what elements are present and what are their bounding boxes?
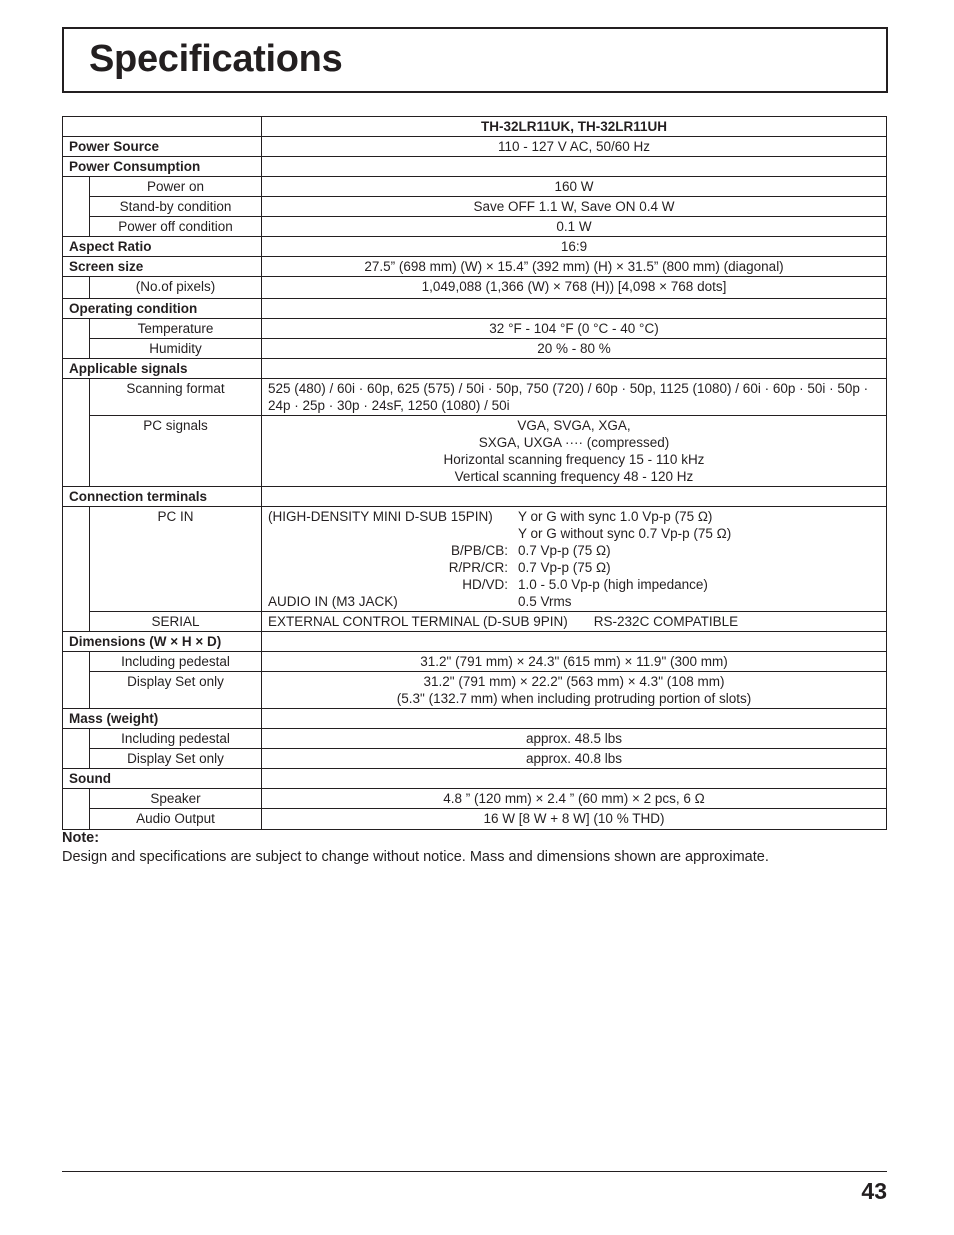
- applicable-signals-label: Applicable signals: [63, 359, 262, 379]
- screen-size-value: 27.5” (698 mm) (W) × 15.4” (392 mm) (H) × 31.5” (800 mm) (diagonal): [262, 257, 887, 277]
- pc-signals-line: VGA, SVGA, XGA,: [517, 418, 631, 433]
- mass-including-value: approx. 48.5 lbs: [262, 729, 887, 749]
- aspect-ratio-value: 16:9: [262, 237, 887, 257]
- pc-in-right: 0.5 Vrms: [518, 594, 572, 609]
- page-number: 43: [861, 1178, 887, 1204]
- mass-display-label: Display Set only: [90, 749, 262, 769]
- table-row: [63, 672, 887, 709]
- pc-in-label: PC IN: [90, 507, 262, 612]
- dim-including-value: 31.2" (791 mm) × 24.3" (615 mm) × 11.9" (300 mm): [262, 652, 887, 672]
- table-row: [63, 117, 887, 137]
- mass-including-label: Including pedestal: [90, 729, 262, 749]
- table-row: [63, 652, 887, 672]
- serial-left: EXTERNAL CONTROL TERMINAL (D-SUB 9PIN): [268, 614, 568, 629]
- empty-cell: [262, 157, 887, 177]
- power-on-label: Power on: [90, 177, 262, 197]
- title-box: [62, 27, 888, 93]
- power-source-label: Power Source: [63, 137, 262, 157]
- power-off-value: 0.1 W: [262, 217, 887, 237]
- empty-cell: [262, 359, 887, 379]
- humidity-label: Humidity: [90, 339, 262, 359]
- pc-signals-label: PC signals: [90, 416, 262, 487]
- speaker-label: Speaker: [90, 789, 262, 809]
- aspect-ratio-label: Aspect Ratio: [63, 237, 262, 257]
- humidity-value: 20 % - 80 %: [262, 339, 887, 359]
- serial-label: SERIAL: [90, 612, 262, 632]
- note-text: Design and specifications are subject to change without notice. Mass and dimensions shown are approximate.: [62, 849, 769, 865]
- standby-value: Save OFF 1.1 W, Save ON 0.4 W: [262, 197, 887, 217]
- table-row: [63, 137, 887, 157]
- indent-cell: [63, 789, 90, 830]
- temperature-value: 32 °F - 104 °F (0 °C - 40 °C): [262, 319, 887, 339]
- indent-cell: [63, 729, 90, 769]
- operating-condition-label: Operating condition: [63, 299, 262, 319]
- pc-in-right: 0.7 Vp-p (75 Ω): [518, 543, 611, 558]
- pc-in-left: [268, 525, 518, 542]
- table-row: [63, 809, 887, 830]
- table-row: [63, 319, 887, 339]
- serial-right: RS-232C COMPATIBLE: [593, 614, 739, 629]
- pc-in-grid: [268, 508, 880, 610]
- footer-rule: [62, 1171, 887, 1172]
- pc-in-right: Y or G with sync 1.0 Vp-p (75 Ω): [518, 509, 713, 524]
- empty-cell: [262, 632, 887, 652]
- pc-signals-line: Vertical scanning frequency 48 - 120 Hz: [454, 469, 694, 484]
- pc-in-left: AUDIO IN (M3 JACK): [268, 594, 398, 609]
- empty-cell: [262, 769, 887, 789]
- table-row: [63, 359, 887, 379]
- table-row: [63, 177, 887, 197]
- pc-in-left: HD/VD:: [462, 577, 508, 592]
- power-source-value: 110 - 127 V AC, 50/60 Hz: [262, 137, 887, 157]
- standby-label: Stand-by condition: [90, 197, 262, 217]
- dim-display-label: Display Set only: [90, 672, 262, 709]
- note-block: [62, 829, 769, 867]
- serial-line: [268, 613, 880, 630]
- table-row: [63, 612, 887, 632]
- table-row: [63, 237, 887, 257]
- indent-cell: [63, 319, 90, 359]
- pc-in-left: R/PR/CR:: [448, 560, 508, 575]
- screen-size-label: Screen size: [63, 257, 262, 277]
- table-row: [63, 749, 887, 769]
- pc-signals-value: [262, 416, 887, 487]
- mass-display-value: approx. 40.8 lbs: [262, 749, 887, 769]
- dimensions-label: Dimensions (W × H × D): [63, 632, 262, 652]
- table-row: [63, 217, 887, 237]
- sound-label: Sound: [63, 769, 262, 789]
- table-row: [63, 416, 887, 487]
- indent-cell: [63, 507, 90, 632]
- pixels-value: 1,049,088 (1,366 (W) × 768 (H)) [4,098 × 768 dots]: [262, 277, 887, 299]
- page-title: Specifications: [89, 38, 343, 80]
- table-row: [63, 632, 887, 652]
- empty-cell: [262, 299, 887, 319]
- speaker-value: 4.8 ” (120 mm) × 2.4 ” (60 mm) × 2 pcs, 6 Ω: [262, 789, 887, 809]
- table-row: [63, 257, 887, 277]
- table-row: [63, 507, 887, 612]
- pixels-label: (No.of pixels): [90, 277, 262, 299]
- pc-in-right: 1.0 - 5.0 Vp-p (high impedance): [518, 577, 708, 592]
- pc-signals-line: SXGA, UXGA ···· (compressed): [478, 435, 670, 450]
- table-row: [63, 729, 887, 749]
- power-off-label: Power off condition: [90, 217, 262, 237]
- pc-in-left: (HIGH-DENSITY MINI D-SUB 15PIN): [268, 509, 493, 524]
- mass-label: Mass (weight): [63, 709, 262, 729]
- table-row: [63, 769, 887, 789]
- header-empty-cell: [63, 117, 262, 137]
- power-consumption-label: Power Consumption: [63, 157, 262, 177]
- table-row: [63, 157, 887, 177]
- audio-output-value: 16 W [8 W + 8 W] (10 % THD): [262, 809, 887, 830]
- scanning-format-label: Scanning format: [90, 379, 262, 416]
- power-on-value: 160 W: [262, 177, 887, 197]
- table-row: [63, 709, 887, 729]
- table-row: [63, 339, 887, 359]
- dim-display-line: 31.2" (791 mm) × 22.2" (563 mm) × 4.3" (108 mm): [423, 674, 725, 689]
- audio-output-label: Audio Output: [90, 809, 262, 830]
- pc-in-right: Y or G without sync 0.7 Vp-p (75 Ω): [518, 526, 732, 541]
- indent-cell: [63, 277, 90, 299]
- table-row: [63, 789, 887, 809]
- note-heading: Note:: [62, 830, 100, 846]
- model-header: TH-32LR11UK, TH-32LR11UH: [262, 117, 887, 137]
- indent-cell: [63, 177, 90, 237]
- indent-cell: [63, 652, 90, 709]
- specifications-table: [62, 116, 887, 830]
- scanning-format-value: 525 (480) / 60i · 60p, 625 (575) / 50i · 50p, 750 (720) / 60p · 50p, 1125 (1080) / 60i · 60p · 50i · 50p · 24p · 25p · 30p · 24sF, 1250 (1080) / 50i: [262, 379, 887, 416]
- table-row: [63, 277, 887, 299]
- table-row: [63, 299, 887, 319]
- serial-value: [262, 612, 887, 632]
- empty-cell: [262, 487, 887, 507]
- pc-signals-line: Horizontal scanning frequency 15 - 110 kHz: [443, 452, 705, 467]
- dim-display-value: [262, 672, 887, 709]
- dim-display-line: (5.3" (132.7 mm) when including protruding portion of slots): [396, 691, 752, 706]
- indent-cell: [63, 379, 90, 487]
- dim-including-label: Including pedestal: [90, 652, 262, 672]
- pc-in-right: 0.7 Vp-p (75 Ω): [518, 560, 611, 575]
- connection-terminals-label: Connection terminals: [63, 487, 262, 507]
- empty-cell: [262, 709, 887, 729]
- temperature-label: Temperature: [90, 319, 262, 339]
- table-row: [63, 379, 887, 416]
- table-row: [63, 197, 887, 217]
- pc-in-value: [262, 507, 887, 612]
- table-row: [63, 487, 887, 507]
- pc-in-left: B/PB/CB:: [450, 543, 508, 558]
